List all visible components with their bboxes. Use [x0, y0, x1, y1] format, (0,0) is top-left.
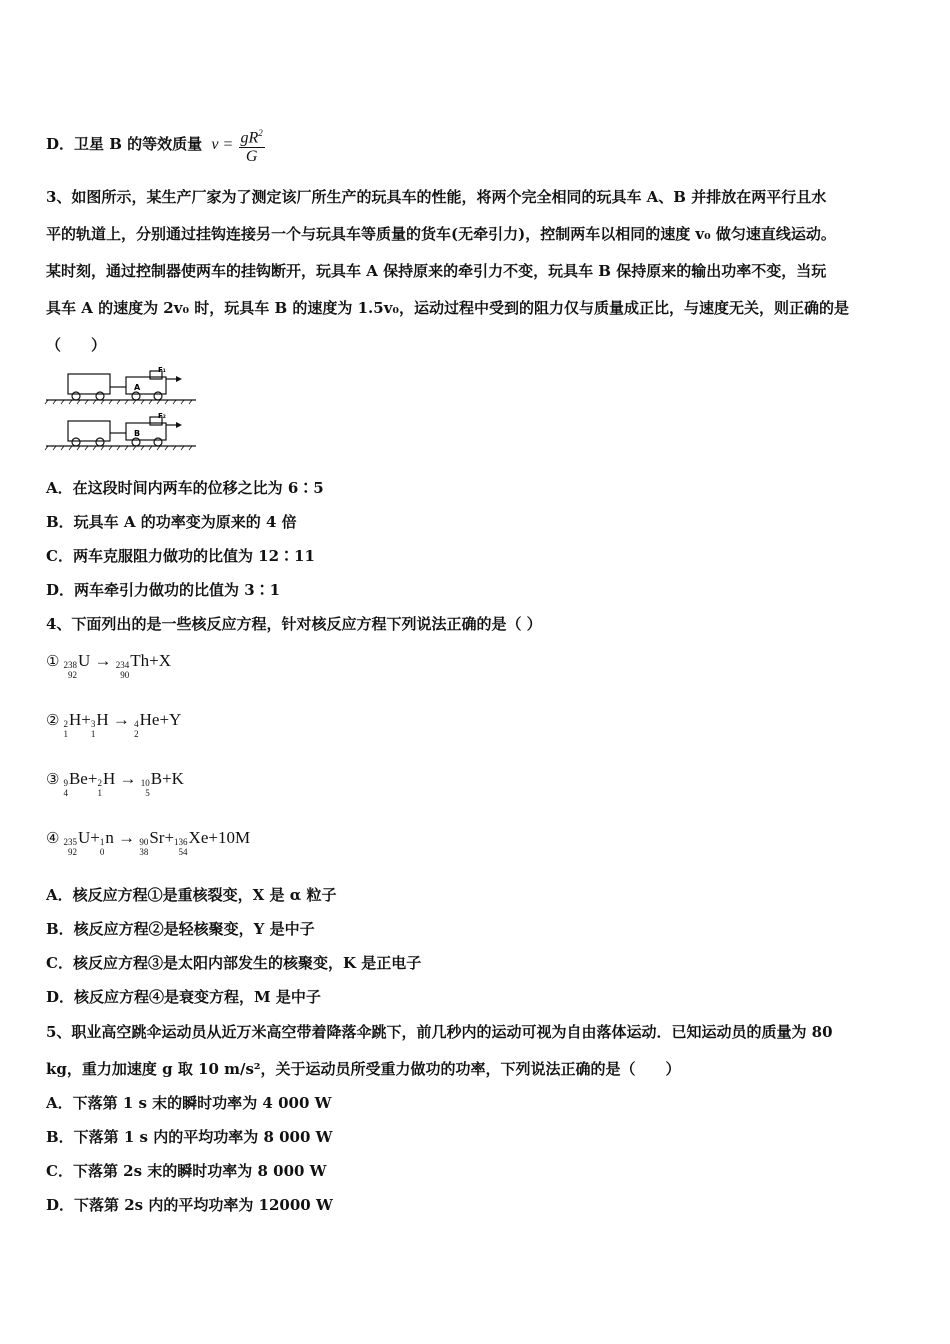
force-arrow-bottom-icon	[176, 422, 182, 428]
atomic-number: 2	[134, 729, 139, 739]
equation-operator: →	[113, 828, 140, 847]
figure-force-label-top: F₁	[158, 366, 166, 374]
atomic-number: 1	[90, 729, 96, 739]
q2-option-d	[46, 124, 265, 166]
nuclide	[63, 651, 90, 680]
atomic-number: 38	[139, 847, 149, 857]
mass-number: 3	[90, 719, 96, 729]
q3-stem-line4: 具车 A 的速度为 2v₀ 时，玩具车 B 的速度为 1.5v₀，运动过程中受到的阻力仅与质量成正比，与速度无关，则正确的是	[46, 299, 849, 317]
mass-number: 2	[97, 778, 102, 788]
nuclide	[174, 828, 208, 857]
atomic-number: 1	[63, 729, 68, 739]
element-symbol: U	[77, 651, 91, 670]
mass-number: 9	[63, 778, 68, 788]
element-symbol: Sr	[149, 828, 165, 847]
nuclide	[91, 710, 109, 739]
nuclide	[116, 651, 149, 680]
q5-stem-line2: kg，重力加速度 g 取 10 m/s²，关于运动员所受重力做功的功率，下列说法正确的是（ ）	[46, 1060, 681, 1078]
q4-equation-4	[46, 828, 250, 857]
equation-operator: →	[108, 710, 135, 729]
equation-operator: →	[115, 769, 141, 788]
atomic-number: 4	[63, 788, 68, 798]
q3-stem-line5: （ ）	[46, 336, 107, 354]
nuclide	[97, 769, 115, 798]
equation-operator: +K	[162, 769, 184, 788]
q5-option-c: C．下落第 2s 末的瞬时功率为 8 000 W	[46, 1162, 327, 1180]
q4-equation-3	[46, 769, 184, 798]
mass-number: 4	[134, 719, 139, 729]
equation-index: ③	[46, 772, 60, 788]
element-symbol: Xe	[188, 828, 209, 847]
atomic-number: 90	[120, 670, 130, 680]
element-symbol: H	[68, 710, 82, 729]
equation-operator: +Y	[159, 710, 182, 729]
q3-option-c: C．两车克服阻力做功的比值为 12∶11	[46, 547, 315, 565]
q4-equation-1	[46, 651, 171, 680]
element-symbol: U	[77, 828, 91, 847]
q5-option-b: B．下落第 1 s 内的平均功率为 8 000 W	[46, 1128, 333, 1146]
figure-car-label-top: A	[134, 383, 141, 392]
mass-number: 10	[140, 778, 150, 788]
mass-number: 90	[139, 837, 149, 847]
formula-lhs: v =	[211, 136, 234, 154]
equation-operator: +X	[149, 651, 171, 670]
nuclide	[63, 710, 81, 739]
mass-number: 136	[174, 837, 188, 847]
equation-operator: +	[81, 710, 91, 729]
atomic-number: 0	[99, 847, 105, 857]
element-symbol: B	[150, 769, 163, 788]
nuclide	[139, 828, 164, 857]
q3-stem-line1: 3、如图所示，某生产厂家为了测定该厂所生产的玩具车的性能，将两个完全相同的玩具车 A、B 并排放在两平行且水	[46, 188, 827, 206]
q2-option-d-text: D．卫星 B 的等效质量	[46, 135, 203, 154]
mass-number: 2	[63, 719, 68, 729]
q5-stem-line1: 5、职业高空跳伞运动员从近万米高空带着降落伞跳下，前几秒内的运动可视为自由落体运动．已知运动员的质量为 80	[46, 1023, 833, 1041]
element-symbol: H	[102, 769, 116, 788]
atomic-number: 1	[97, 788, 102, 798]
q3-stem-line3: 某时刻，通过控制器使两车的挂钩断开，玩具车 A 保持原来的牵引力不变，玩具车 B 保持原来的输出功率不变，当玩	[46, 262, 827, 280]
element-symbol: H	[96, 710, 109, 729]
q2-formula	[207, 128, 264, 166]
equation-index: ②	[46, 713, 60, 729]
atomic-number: 92	[67, 670, 77, 680]
mass-number: 234	[115, 660, 130, 670]
q3-stem-line2: 平的轨道上，分别通过挂钩连接另一个与玩具车等质量的货车(无牵引力)，控制两车以相同的速度 v₀ 做匀速直线运动。	[46, 225, 836, 243]
equation-operator: +10M	[208, 828, 251, 847]
equation-operator: +	[87, 769, 98, 788]
figure-force-label-bottom: F₂	[158, 412, 166, 420]
formula-numerator: $gR^2$	[239, 124, 265, 148]
element-symbol: n	[105, 828, 114, 847]
nuclide	[63, 828, 90, 857]
mass-number: 238	[63, 660, 77, 670]
q3-option-b: B．玩具车 A 的功率变为原来的 4 倍	[46, 513, 297, 531]
element-symbol: He	[139, 710, 160, 729]
q4-option-d: D．核反应方程④是衰变方程，M 是中子	[46, 988, 321, 1006]
atomic-number: 5	[145, 788, 150, 798]
nuclide	[63, 769, 87, 798]
formula-denominator: G	[245, 148, 258, 166]
q3-figure-trains	[44, 363, 200, 455]
element-symbol: Th	[130, 651, 150, 670]
q3-option-d: D．两车牵引力做功的比值为 3∶1	[46, 581, 281, 599]
q4-equation-2	[46, 710, 181, 739]
element-symbol: Be	[68, 769, 88, 788]
q4-stem: 4、下面列出的是一些核反应方程，针对核反应方程下列说法正确的是（ ）	[46, 615, 542, 633]
nuclide	[141, 769, 162, 798]
mass-number: 235	[63, 837, 77, 847]
nuclide	[134, 710, 159, 739]
q4-option-b: B．核反应方程②是轻核聚变，Y 是中子	[46, 920, 315, 938]
equation-operator: +	[164, 828, 175, 847]
q4-option-a: A．核反应方程①是重核裂变，X 是 α 粒子	[46, 886, 337, 904]
figure-car-label-bottom: B	[134, 429, 141, 438]
q5-option-a: A．下落第 1 s 末的瞬时功率为 4 000 W	[46, 1094, 332, 1112]
formula-fraction	[239, 124, 265, 166]
equation-operator: →	[90, 651, 116, 670]
equation-operator: +	[90, 828, 100, 847]
equation-index: ①	[46, 654, 60, 670]
atomic-number: 92	[67, 847, 77, 857]
equation-index: ④	[46, 831, 60, 847]
nuclide	[100, 828, 114, 857]
q4-option-c: C．核反应方程③是太阳内部发生的核聚变，K 是正电子	[46, 954, 422, 972]
q3-option-a: A．在这段时间内两车的位移之比为 6∶5	[46, 479, 324, 497]
force-arrow-top-icon	[176, 376, 182, 382]
q5-option-d: D．下落第 2s 内的平均功率为 12000 W	[46, 1196, 333, 1214]
atomic-number: 54	[178, 847, 188, 857]
mass-number: 1	[99, 837, 105, 847]
